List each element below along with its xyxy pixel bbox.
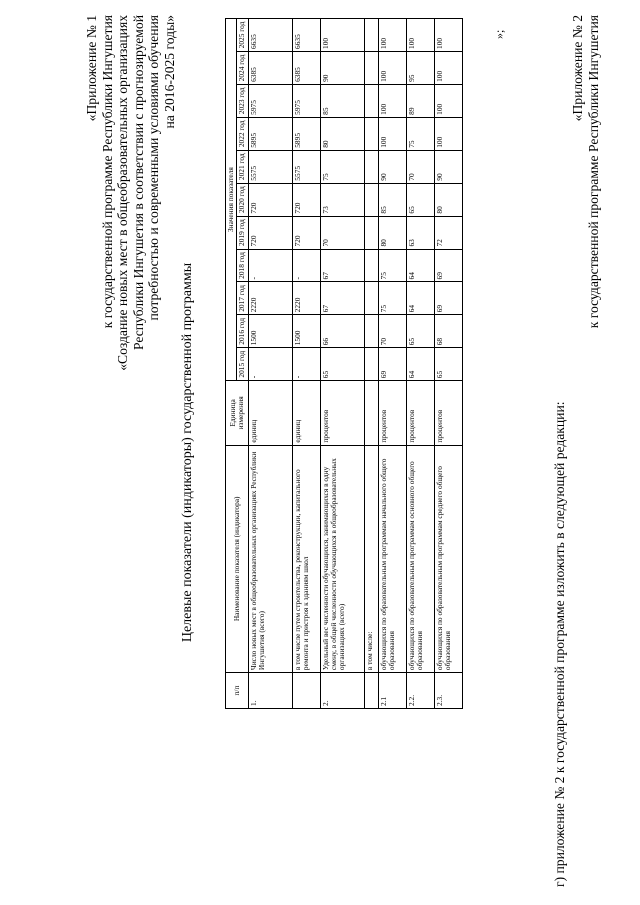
row-value: 73	[320, 183, 364, 216]
row-value: 720	[292, 216, 320, 249]
year-header: 2016 год	[237, 315, 248, 348]
row-value	[364, 216, 378, 249]
year-header: 2025 год	[237, 19, 248, 52]
table-row	[248, 19, 292, 709]
appendix-1-line: к государственной программе Республики Ингушетия	[99, 15, 115, 329]
row-value: 65	[320, 348, 364, 381]
row-value: 100	[434, 19, 462, 52]
row-value: 65	[434, 348, 462, 381]
row-unit: процентов	[378, 381, 406, 445]
row-value	[364, 117, 378, 150]
row-value: 80	[378, 216, 406, 249]
row-value: 67	[320, 249, 364, 282]
row-value: 69	[434, 249, 462, 282]
row-value: 80	[434, 183, 462, 216]
row-value: 63	[406, 216, 434, 249]
year-header: 2023 год	[237, 84, 248, 117]
row-value: 65	[406, 315, 434, 348]
row-name: Число новых мест в общеобразовательных организациях Республики Ингушетия (всего)	[248, 445, 292, 673]
table-row	[364, 19, 378, 709]
row-number: 1.	[248, 673, 292, 709]
row-value: 100	[378, 84, 406, 117]
row-value	[364, 282, 378, 315]
appendix-2-line: «Приложение № 2	[570, 15, 585, 122]
row-value	[364, 19, 378, 52]
appendix-1-header	[84, 15, 177, 655]
row-value: 72	[434, 216, 462, 249]
table-row	[320, 19, 364, 709]
row-unit: единиц	[248, 381, 292, 445]
row-value	[364, 315, 378, 348]
row-value: 6385	[248, 52, 292, 85]
row-value: 100	[378, 52, 406, 85]
row-value: 720	[292, 183, 320, 216]
row-value: 85	[378, 183, 406, 216]
row-value: 70	[320, 216, 364, 249]
row-value: 65	[406, 183, 434, 216]
row-value: 1500	[248, 315, 292, 348]
row-value: 90	[378, 150, 406, 183]
row-number	[364, 673, 378, 709]
row-unit: процентов	[434, 381, 462, 445]
year-header: 2015 год	[237, 348, 248, 381]
row-value: 1500	[292, 315, 320, 348]
row-value: 6635	[292, 19, 320, 52]
row-value: 75	[406, 117, 434, 150]
row-value: 68	[434, 315, 462, 348]
row-value: 2220	[292, 282, 320, 315]
row-name: обучающихся по образовательным программам основного общего образования	[406, 445, 434, 673]
year-header: 2019 год	[237, 216, 248, 249]
column-header-name: Наименование показателя (индикатора)	[226, 445, 249, 673]
row-value	[364, 150, 378, 183]
row-unit: единиц	[292, 381, 320, 445]
row-value: 100	[434, 117, 462, 150]
row-name: Удельный вес численности обучающихся, занимающихся в одну смену, в общей численности обучающихся в общеобразовательных организациях (всего)	[320, 445, 364, 673]
row-value: 90	[434, 150, 462, 183]
row-value: 75	[320, 150, 364, 183]
row-value	[364, 348, 378, 381]
row-name: в том числе:	[364, 445, 378, 673]
year-header: 2017 год	[237, 282, 248, 315]
row-value: 64	[406, 249, 434, 282]
table-row	[406, 19, 434, 709]
appendix-2-line: к государственной программе Республики Ингушетия	[585, 15, 601, 329]
column-header-values: Значения показателя	[226, 19, 237, 381]
year-header: 2018 год	[237, 249, 248, 282]
row-value: -	[248, 249, 292, 282]
row-value: 100	[434, 84, 462, 117]
section-title: Целевые показатели (индикаторы) государственной программы	[180, 262, 195, 643]
row-value	[364, 249, 378, 282]
appendix-1-line: «Создание новых мест в общеобразовательных организациях	[115, 15, 130, 371]
row-value: 5975	[292, 84, 320, 117]
amendment-text: г) приложение № 2 к государственной программе изложить в следующей редакции:	[552, 401, 567, 887]
row-value: -	[292, 249, 320, 282]
row-value: 6635	[248, 19, 292, 52]
row-value: 5575	[248, 150, 292, 183]
row-value: -	[248, 348, 292, 381]
year-header: 2020 год	[237, 183, 248, 216]
row-value	[364, 183, 378, 216]
row-value: 100	[434, 52, 462, 85]
row-value: 66	[320, 315, 364, 348]
year-header: 2024 год	[237, 52, 248, 85]
row-value: 75	[378, 282, 406, 315]
row-name: обучающихся по образовательным программам начального общего образования	[378, 445, 406, 673]
row-value: 6385	[292, 52, 320, 85]
row-value: 90	[320, 52, 364, 85]
appendix-1-line: на 2016-2025 годы»	[161, 15, 177, 129]
row-unit: процентов	[320, 381, 364, 445]
row-value: 5975	[248, 84, 292, 117]
row-value: 67	[320, 282, 364, 315]
row-value: 70	[406, 150, 434, 183]
row-value: 100	[378, 117, 406, 150]
appendix-1-line: Республики Ингушетия в соответствии с прогнозируемой	[130, 15, 146, 350]
row-number: 2.3.	[434, 673, 462, 709]
row-value: 100	[406, 19, 434, 52]
table-row	[378, 19, 406, 709]
row-value	[364, 52, 378, 85]
row-value: 69	[378, 348, 406, 381]
indicators-table	[225, 18, 463, 709]
row-value: 100	[378, 19, 406, 52]
year-header: 2021 год	[237, 150, 248, 183]
row-value	[364, 84, 378, 117]
row-number: 2.2.	[406, 673, 434, 709]
table-row	[292, 19, 320, 709]
row-unit: процентов	[406, 381, 434, 445]
row-value: 5895	[248, 117, 292, 150]
row-value: 64	[406, 282, 434, 315]
row-name: обучающихся по образовательным программам среднего общего образования	[434, 445, 462, 673]
row-value: 85	[320, 84, 364, 117]
row-value: 720	[248, 216, 292, 249]
row-value: 2220	[248, 282, 292, 315]
row-name: в том числе путем строительства, реконструкции, капитального ремонта и пристроя к зданиям школ	[292, 445, 320, 673]
row-value: 75	[378, 249, 406, 282]
appendix-2-header	[570, 15, 601, 328]
row-value: 720	[248, 183, 292, 216]
row-value: 89	[406, 84, 434, 117]
row-value: 80	[320, 117, 364, 150]
row-number: 2.1	[378, 673, 406, 709]
year-header: 2022 год	[237, 117, 248, 150]
row-unit	[364, 381, 378, 445]
row-value: 100	[320, 19, 364, 52]
row-value: 5895	[292, 117, 320, 150]
appendix-1-line: «Приложение № 1	[84, 15, 99, 122]
row-value: 64	[406, 348, 434, 381]
row-number	[292, 673, 320, 709]
column-header-num: п/п	[226, 673, 249, 709]
row-value: 70	[378, 315, 406, 348]
row-value: 69	[434, 282, 462, 315]
appendix-1-line: потребностью и современными условиями обучения	[146, 15, 161, 321]
table-header-row	[226, 19, 237, 709]
row-value: 5575	[292, 150, 320, 183]
row-value: -	[292, 348, 320, 381]
closing-quote: »;	[492, 29, 506, 39]
row-number: 2.	[320, 673, 364, 709]
table-row	[434, 19, 462, 709]
row-value: 95	[406, 52, 434, 85]
column-header-unit: Единица измерения	[226, 381, 249, 445]
